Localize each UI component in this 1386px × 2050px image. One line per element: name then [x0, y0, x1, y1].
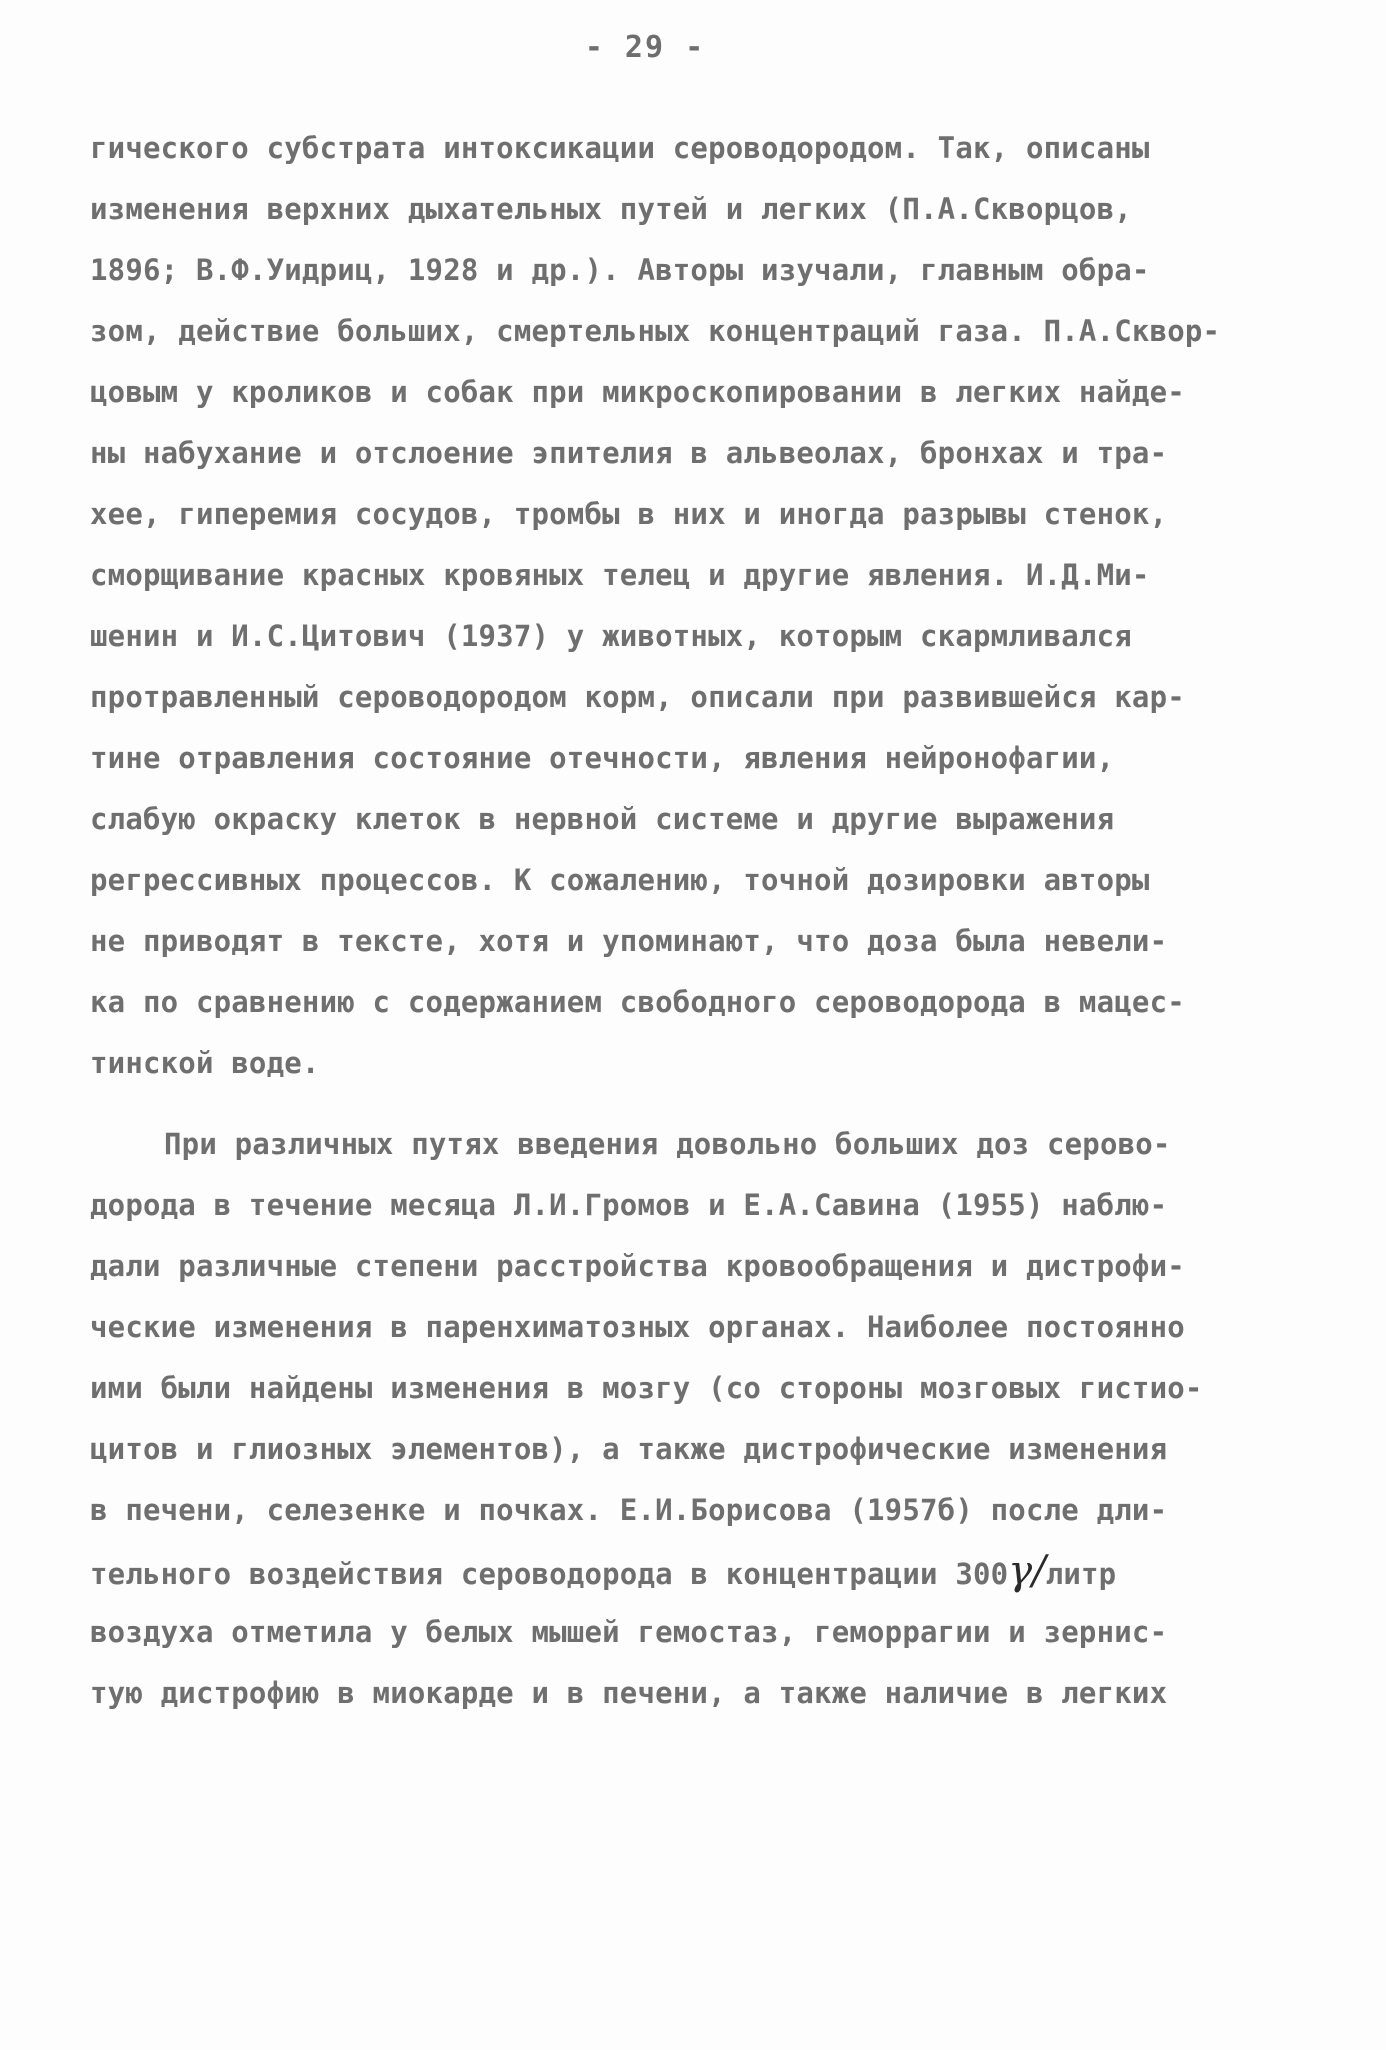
text-line: слабую окраску клеток в нервной системе и другие выражения	[90, 802, 1115, 836]
text-line: гического субстрата интоксикации сероводородом. Так, описаны	[90, 131, 1150, 165]
text-line: шенин и И.С.Цитович (1937) у животных, которым скармливался	[90, 619, 1132, 653]
body-text	[90, 118, 1300, 1724]
text-line: ческие изменения в паренхиматозных органах. Наиболее постоянно	[90, 1310, 1185, 1344]
text-line: изменения верхних дыхательных путей и легких (П.А.Скворцов,	[90, 192, 1132, 226]
text-line: сморщивание красных кровяных телец и другие явления. И.Д.Ми-	[90, 558, 1150, 592]
text-line: ими были найдены изменения в мозгу (со стороны мозговых гистио-	[90, 1371, 1203, 1405]
text-line: тине отравления состояние отечности, явления нейронофагии,	[90, 741, 1115, 775]
text-line: не приводят в тексте, хотя и упоминают, что доза была невели-	[90, 924, 1168, 958]
text-line: ка по сравнению с содержанием свободного сероводорода в мацес-	[90, 985, 1185, 1019]
text-line-with-handwritten-unit	[90, 1541, 1300, 1602]
paragraph-gap	[90, 1094, 1300, 1114]
text-line: цитов и глиозных элементов), а также дистрофические изменения	[90, 1432, 1168, 1466]
text-line: ны набухание и отслоение эпителия в альвеолах, бронхах и тра-	[90, 436, 1168, 470]
page-number: - 29 -	[584, 30, 706, 65]
text-line: 1896; В.Ф.Уидриц, 1928 и др.). Авторы изучали, главным обра-	[90, 253, 1150, 287]
handwritten-unit: γ/	[1008, 1548, 1046, 1594]
text-line: воздуха отметила у белых мышей гемостаз, геморрагии и зерниc-	[90, 1615, 1168, 1649]
text-line: регрессивных процессов. К сожалению, точной дозировки авторы	[90, 863, 1150, 897]
text-line: тую дистрофию в миокарде и в печени, а также наличие в легких	[90, 1676, 1168, 1710]
text-line: дали различные степени расстройства кровообращения и дистрофи-	[90, 1249, 1185, 1283]
text-line: тинской воде.	[90, 1046, 320, 1080]
paragraph-1	[90, 118, 1300, 1094]
text-fragment-tail: литр	[1045, 1557, 1117, 1591]
text-line: хее, гиперемия сосудов, тромбы в них и иногда разрывы стенок,	[90, 497, 1168, 531]
text-line: зом, действие больших, смертельных концентраций газа. П.А.Сквор-	[90, 314, 1221, 348]
paragraph-2	[90, 1114, 1300, 1724]
text-line: протравленный сероводородом корм, описали при развившейся кар-	[90, 680, 1185, 714]
text-line: При различных путях введения довольно больших доз серово-	[164, 1127, 1171, 1161]
text-fragment: тельного воздействия сероводорода в концентрации 300	[90, 1557, 1009, 1591]
text-line: цовым у кроликов и собак при микроскопировании в легких найде-	[90, 375, 1185, 409]
text-line: в печени, селезенке и почках. Е.И.Борисова (1957б) после дли-	[90, 1493, 1168, 1527]
text-line: дорода в течение месяца Л.И.Громов и Е.А.Савина (1955) наблю-	[90, 1188, 1168, 1222]
